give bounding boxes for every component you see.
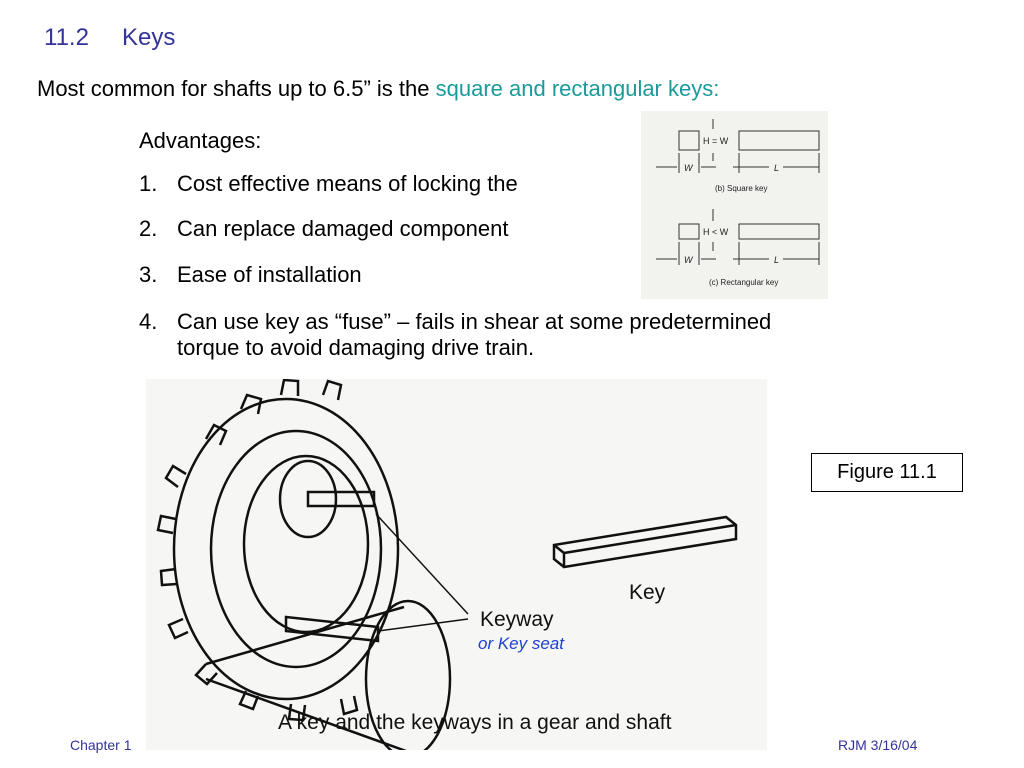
footer-left: Chapter 1 (70, 737, 132, 753)
rect-key-caption: (c) Rectangular key (709, 278, 779, 287)
list-item (139, 309, 771, 361)
gear-body (174, 399, 398, 699)
rect-h-label: H < W (703, 227, 729, 237)
list-item (139, 216, 508, 242)
advantages-label: Advantages: (139, 128, 262, 153)
gear-keyway (308, 492, 374, 506)
intro-highlight: square and rectangular keys: (435, 76, 720, 101)
list-item (139, 171, 518, 197)
list-number: 1. (139, 171, 158, 196)
section-number: 11.2 (44, 24, 89, 51)
square-key-section (679, 131, 699, 150)
list-text (177, 309, 771, 361)
footer-right: RJM 3/16/04 (838, 737, 918, 753)
intro-line (37, 76, 719, 102)
intro-text: Most common for shafts up to 6.5” is the (37, 76, 436, 101)
square-l-label: L (774, 163, 780, 173)
keyway-leader-top (376, 514, 468, 614)
keyway-label: Keyway (480, 608, 554, 631)
square-key-caption: (b) Square key (715, 184, 768, 193)
list-number: 4. (139, 309, 158, 334)
key-label: Key (629, 581, 666, 604)
slide-title (44, 24, 175, 52)
list-text: Ease of installation (177, 262, 362, 287)
gear-teeth (158, 380, 357, 720)
keyseat-label: or Key seat (478, 634, 564, 653)
key-bar (554, 517, 736, 567)
list-number: 2. (139, 216, 158, 241)
square-h-label: H = W (703, 136, 729, 146)
list-item (139, 262, 362, 288)
rect-key-side (739, 224, 819, 239)
key-types-figure (641, 111, 828, 299)
figure-caption: A key and the keyways in a gear and shaft (278, 711, 672, 734)
list-text: Can replace damaged component (177, 216, 509, 241)
square-w-label: W (684, 163, 693, 173)
list-text: Cost effective means of locking the (177, 171, 518, 196)
list-number: 3. (139, 262, 158, 287)
section-title: Keys (122, 24, 176, 51)
square-key-side (739, 131, 819, 150)
list-text-line: torque to avoid damaging drive train. (177, 335, 535, 360)
gear-shaft-key-figure (146, 379, 767, 750)
rect-w-label: W (684, 255, 693, 265)
keyway-leader-bottom (378, 619, 468, 631)
list-text-line: Can use key as “fuse” – fails in shear at some predetermined (177, 309, 772, 334)
gear-hub-inner (244, 456, 368, 632)
rect-key-section (679, 224, 699, 239)
figure-label: Figure 11.1 (811, 453, 963, 492)
rect-l-label: L (774, 255, 780, 265)
